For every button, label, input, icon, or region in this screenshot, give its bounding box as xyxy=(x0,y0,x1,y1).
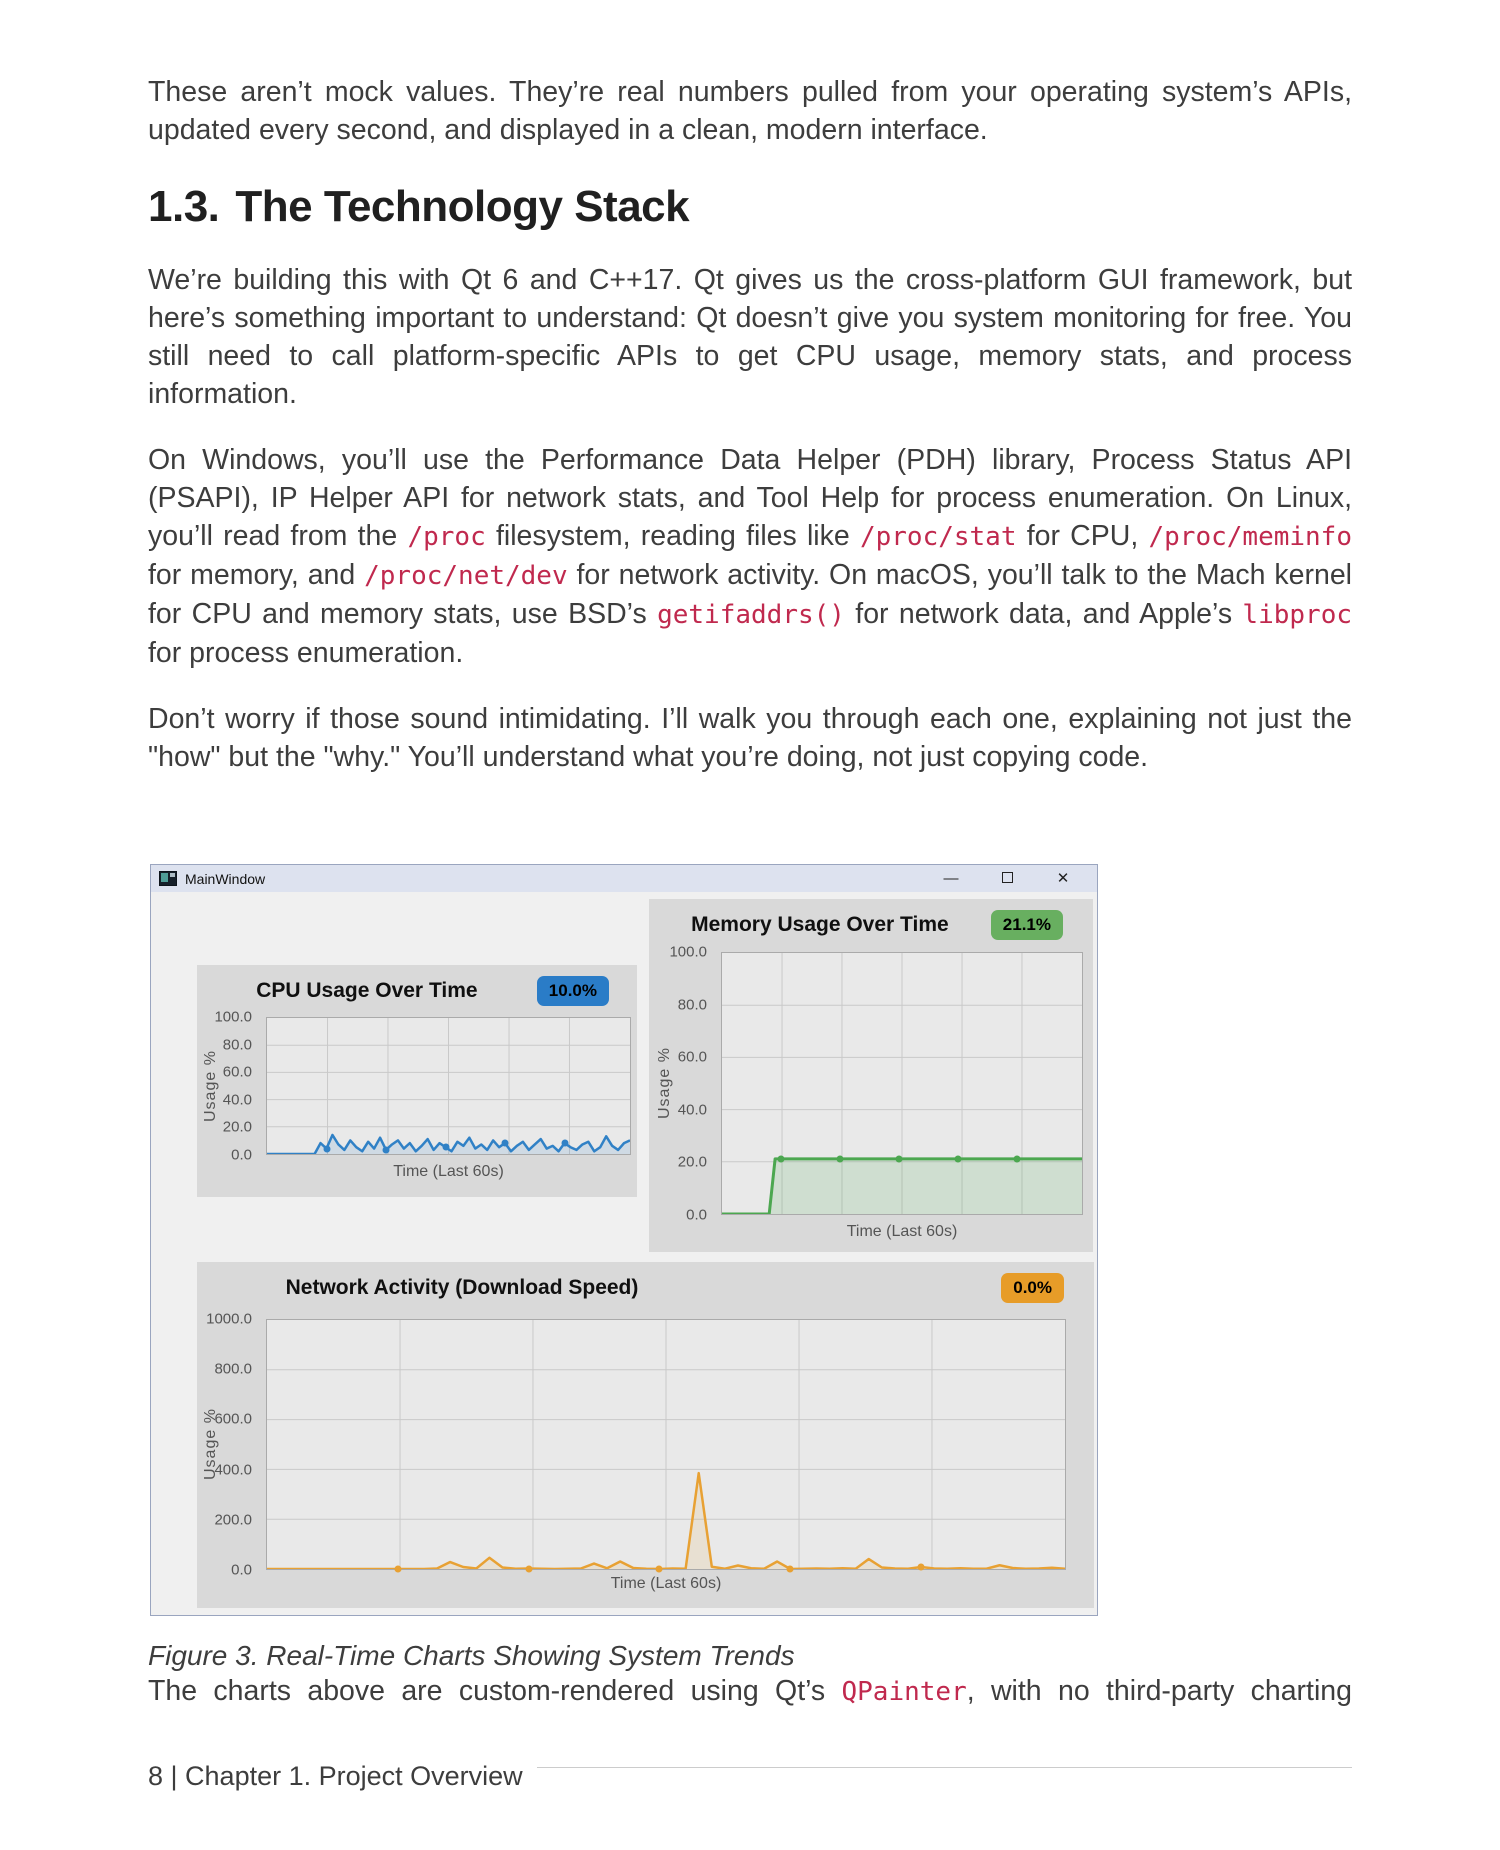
qpainter-paragraph xyxy=(148,1672,1352,1711)
inline-code: /proc/net/dev xyxy=(364,561,568,591)
y-tick-label: 0.0 xyxy=(231,1146,252,1164)
section-number: 1.3. xyxy=(148,182,220,231)
data-point-marker xyxy=(837,1155,844,1162)
data-point-marker xyxy=(1014,1155,1021,1162)
dont-worry-paragraph: Don’t worry if those sound intimidating. I’ll walk you through each one, explaining not just the "how" but the "why." You’ll understand what you’re doing, not just copying code. xyxy=(148,703,1352,773)
window-controls xyxy=(923,865,1097,892)
y-tick-label: 0.0 xyxy=(686,1206,707,1224)
text-run: for process enumeration. xyxy=(148,637,464,669)
inline-code: libproc xyxy=(1242,600,1352,630)
text-run: for network activity. On macOS, you’ll talk to the Mach kernel for CPU and memory stats, use BSD’s xyxy=(148,559,1352,630)
y-tick-label: 60.0 xyxy=(677,1048,707,1066)
section-title: The Technology Stack xyxy=(235,182,690,231)
footer-text: 8 | Chapter 1. Project Overview xyxy=(148,1761,523,1791)
close-button[interactable]: ✕ xyxy=(1056,870,1070,887)
data-point-marker xyxy=(918,1564,925,1571)
y-tick-label: 40.0 xyxy=(677,1101,707,1119)
platform-apis-paragraph xyxy=(148,441,1352,672)
y-tick-label: 100.0 xyxy=(214,1008,252,1026)
inline-code: /proc/meminfo xyxy=(1148,522,1352,552)
memory-chart-title: Memory Usage Over Time xyxy=(691,913,949,936)
window-title: MainWindow xyxy=(185,870,266,887)
minimize-button[interactable]: — xyxy=(943,870,959,887)
y-tick-label: 40.0 xyxy=(222,1091,252,1109)
cpu-chart-panel xyxy=(197,965,637,1197)
app-screenshot-figure xyxy=(150,864,1098,1616)
cpu-x-axis-label: Time (Last 60s) xyxy=(393,1163,504,1180)
maximize-icon xyxy=(1002,872,1013,883)
data-point-marker xyxy=(525,1565,532,1572)
window-titlebar xyxy=(151,865,1097,892)
y-tick-label: 100.0 xyxy=(669,943,707,961)
inline-code: getifaddrs() xyxy=(657,600,845,630)
inline-code: /proc xyxy=(407,522,486,552)
data-point-marker xyxy=(323,1145,330,1152)
section-heading xyxy=(148,183,1352,231)
y-tick-label: 1000.0 xyxy=(206,1310,252,1328)
data-point-marker xyxy=(778,1155,785,1162)
app-window-icon xyxy=(159,871,177,886)
y-tick-label: 80.0 xyxy=(222,1036,252,1054)
network-chart-panel xyxy=(197,1262,1094,1608)
y-tick-label: 400.0 xyxy=(214,1461,252,1479)
memory-x-axis-label: Time (Last 60s) xyxy=(846,1223,958,1240)
text-run: On Windows, you’ll use the Performance Data Helper (PDH) library, Process Status API (PSAPI), IP Helper API for network stats, and Tool Help for process enumeration. On Linux, you’ll read from the xyxy=(148,444,1352,552)
memory-plot-area xyxy=(721,952,1083,1215)
data-point-marker xyxy=(561,1140,568,1147)
y-tick-label: 600.0 xyxy=(214,1410,252,1428)
cpu-value-badge: 10.0% xyxy=(537,976,609,1006)
network-y-axis-label: Usage % xyxy=(202,1408,219,1481)
y-tick-label: 20.0 xyxy=(677,1153,707,1171)
memory-chart-panel xyxy=(649,899,1093,1252)
text-run: for network data, and Apple’s xyxy=(844,598,1243,630)
tech-stack-paragraph: We’re building this with Qt 6 and C++17. Qt gives us the cross-platform GUI framework, but here’s something important to understand: Qt doesn’t give you system monitoring for free. You still need to call platform-specific APIs to get CPU usage, memory stats, and process information. xyxy=(148,264,1352,410)
text-run: The charts above are custom-rendered using Qt’s xyxy=(148,1675,842,1707)
network-chart-title: Network Activity (Download Speed) xyxy=(285,1276,639,1299)
text-run: for CPU, xyxy=(1016,520,1149,552)
data-point-marker xyxy=(896,1155,903,1162)
memory-value-badge: 21.1% xyxy=(991,910,1063,940)
y-tick-label: 0.0 xyxy=(231,1561,252,1579)
y-tick-label: 20.0 xyxy=(222,1118,252,1136)
network-plot-area xyxy=(266,1319,1066,1570)
memory-y-axis-label: Usage % xyxy=(656,1047,673,1120)
y-tick-label: 80.0 xyxy=(677,996,707,1014)
inline-code: /proc/stat xyxy=(859,522,1017,552)
text-run: , with no third-party charting xyxy=(966,1675,1352,1707)
data-point-marker xyxy=(955,1155,962,1162)
text-run: filesystem, reading files like xyxy=(485,520,860,552)
maximize-button[interactable] xyxy=(979,865,1035,892)
cpu-y-axis-label: Usage % xyxy=(202,1050,219,1122)
inline-code: QPainter xyxy=(841,1677,967,1707)
data-point-marker xyxy=(656,1566,663,1573)
cpu-chart-header xyxy=(197,971,637,1011)
memory-y-axis-ticks xyxy=(649,943,717,1224)
network-chart-header xyxy=(197,1268,1094,1308)
text-run: for memory, and xyxy=(148,559,365,591)
y-tick-label: 200.0 xyxy=(214,1511,252,1529)
cpu-y-axis-ticks xyxy=(197,1008,262,1164)
network-x-axis-label: Time (Last 60s) xyxy=(610,1575,722,1592)
memory-chart-header xyxy=(649,905,1093,945)
network-y-axis-ticks xyxy=(197,1310,262,1579)
data-point-marker xyxy=(502,1140,509,1147)
y-tick-label: 800.0 xyxy=(214,1360,252,1378)
cpu-plot-area xyxy=(266,1017,631,1155)
y-tick-label: 60.0 xyxy=(222,1063,252,1081)
cpu-chart-title: CPU Usage Over Time xyxy=(256,979,478,1002)
network-value-badge: 0.0% xyxy=(1001,1273,1064,1303)
data-point-marker xyxy=(383,1146,390,1153)
figure-caption: Figure 3. Real-Time Charts Showing System Trends xyxy=(148,1640,795,1671)
data-point-marker xyxy=(787,1566,794,1573)
intro-paragraph: These aren’t mock values. They’re real numbers pulled from your operating system’s APIs, updated every second, and displayed in a clean, modern interface. xyxy=(148,76,1352,146)
data-point-marker xyxy=(394,1566,401,1573)
footer-divider xyxy=(537,1767,1352,1769)
page-footer xyxy=(148,1761,1352,1792)
data-point-marker xyxy=(442,1144,449,1151)
